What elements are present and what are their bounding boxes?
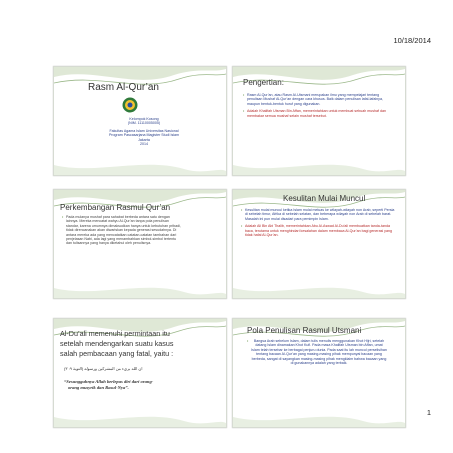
slide-3[interactable] bbox=[53, 189, 227, 299]
subtitle-line: 2014 bbox=[140, 142, 148, 147]
slide-6[interactable] bbox=[232, 318, 406, 428]
header-date: 10/18/2014 bbox=[393, 36, 431, 45]
slide-background-wave bbox=[233, 319, 405, 427]
slide-title: Pola Penulisan Rasmul Utsmani bbox=[247, 326, 362, 335]
slide-bullets bbox=[241, 208, 397, 237]
slide-bullets bbox=[247, 339, 387, 365]
slide-title: Pengertian: bbox=[243, 78, 284, 87]
slide-1[interactable] bbox=[53, 66, 227, 176]
quote-line: orang musyrik dan Rasul-Nya”. bbox=[68, 385, 129, 390]
bullet-item: • Kesulitan mulai muncul ketika Islam mulai meluas ke wilayah-wilayah non Arab, seperti Persia di sebelah timur, Afrika di sebelah selatan, dan beberapa wilayah non Arab di sebelah barat. Masalah ini pun mulai disadari para pemimpin Islam. bbox=[241, 208, 397, 221]
bullet-item: • Rasm Al-Qur’an, atau Rasm Al-Utsmani merupakan ilmu yang mempelajari tentang penulisan Mushaf Al-Qur’an dengan cara khusus. Baik dalam penulisan lafal-lafalnya, maupun bentuk-bentuk huruf yang digunakan. bbox=[243, 93, 393, 106]
title-line: salah pembacaan yang fatal, yaitu : bbox=[60, 349, 174, 358]
bullet-item: • Adalah Khalifah Utsman Bin Affan, memerintahkan untuk membuat sebuah mushaf dan membakar semua mushaf selain mushaf tersebut. bbox=[243, 109, 393, 118]
subtitle-line: Kelompok Kosong bbox=[129, 117, 159, 121]
subtitle-line: Program Pascasarjana Magister Studi Islam bbox=[108, 133, 180, 138]
bullet-item: • Pada mulanya mushaf para sahabat berbeda antara satu dengan lainnya. Mereka mencatat wahyu Al-Qur’an tanpa pola penulisan standar, karena umumnya dimaksudkan hanya untuk kebutuhan pribadi, tidak direncanakan akan diwariskan kepada generasi sesudahnya. Di antara mereka ada yang mencatatkan catatan-catatan tambahan dari penjelasan Nabi, ada lagi yang menambahkan simbol-simbol tertentu dan tulisannya yang hanya diketahui oleh penulisnya. bbox=[62, 215, 182, 246]
slide-subtitle bbox=[94, 117, 194, 146]
quote-line: “Sesungguhnya Allah berlepas diri dari orang- bbox=[64, 379, 154, 384]
slide-background-wave bbox=[233, 190, 405, 298]
subtitle-line: Fakultas Agama Islam Universitas Nasional bbox=[109, 128, 179, 133]
slide-title: Perkembangan Rasmul Qur’an bbox=[60, 203, 171, 212]
slide-2[interactable] bbox=[232, 66, 406, 176]
subtitle-line: (NIM. 11110005005) bbox=[127, 121, 161, 126]
page-number: 1 bbox=[426, 408, 431, 417]
translation-quote bbox=[64, 379, 153, 391]
bullet-item: • Bangsa Arab sebelum Islam, dalam tulis menulis menggunakan Khot Hijri, setelah datang Islam dinamakan Khot Kufi. Pada masa Khalifah Utsman bin Affan, umat Islam telah tersebar ke berbagai penjuru dunia. Pada saat itu lah muncul perselisihan tentang bacaan Al-Qur’an yang masing-masing pihak mempunyai bacaan yang berbeda, sangat di sayangkan masing-masing pihak mengklaim bahwa bacaan yang di gunakannya adalah yang terbaik. bbox=[247, 339, 387, 365]
slide-title: Kesulitan Mulai Muncul bbox=[283, 194, 366, 203]
university-logo-icon bbox=[122, 97, 138, 113]
slide-4[interactable] bbox=[232, 189, 406, 299]
slide-title: Rasm Al-Qur’an bbox=[88, 82, 159, 93]
title-line: Al-Du’ali memenuhi permintaan itu bbox=[60, 329, 170, 338]
arabic-verse: ان الله بريء من المشركين ورسوله (التوبة ٩: ٣) bbox=[64, 366, 143, 371]
slide-title bbox=[60, 329, 173, 359]
slide-5[interactable] bbox=[53, 318, 227, 428]
bullet-item: • Adalah Ali Bin Abi Thalib, memerintahkan Abu Al-Aswad Al-Du’ali membuatkan tanda-tanda baca, terutama untuk menghindari kesalahan dalam membaca Al-Qur’an bagi generasi yang tidak hafal Al-Qur’an. bbox=[241, 224, 397, 237]
slide-bullets bbox=[243, 93, 393, 118]
slide-bullets bbox=[62, 215, 182, 246]
subtitle-line: Jakarta bbox=[138, 137, 150, 142]
title-line: setelah mendengarkan suatu kasus bbox=[60, 339, 174, 348]
